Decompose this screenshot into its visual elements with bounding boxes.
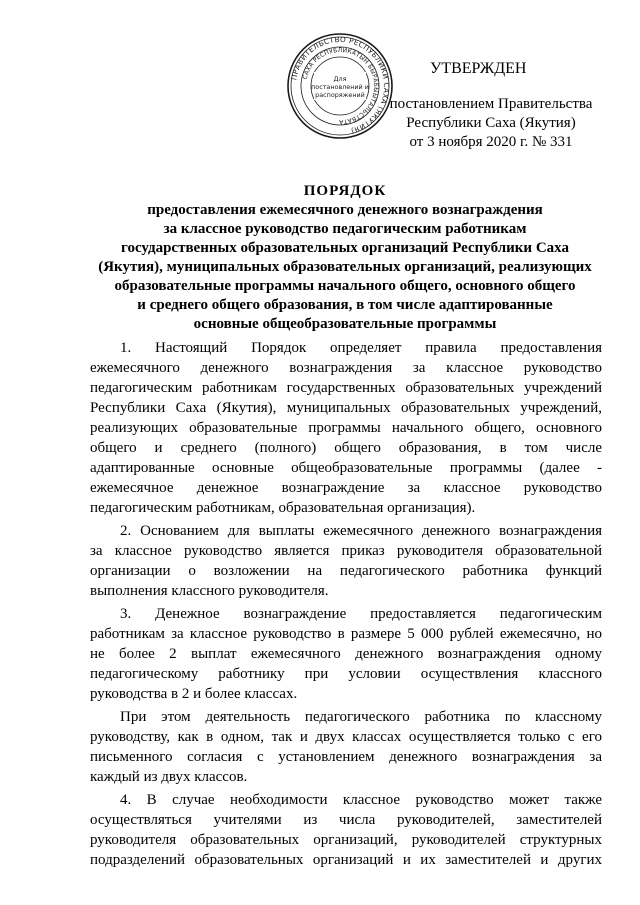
text-line: руководства в 2 и более классах. [90, 686, 298, 702]
text-line: 4. В случае необходимости классное руководство может также [120, 792, 602, 808]
text-line: ежемесячного денежного вознаграждения за классное руководство [90, 360, 602, 376]
title-main: ПОРЯДОК [303, 183, 387, 199]
decree-line: постановлением Правительства [389, 96, 593, 112]
seal-center-line1: Для [333, 75, 347, 83]
seal-center-line2: постановлений и [311, 83, 369, 91]
paragraph-1 [90, 338, 602, 518]
title-line: и среднего общего образования, в том числе адаптированные [137, 297, 553, 313]
text-line: за классное руководство является приказ руководителя образовательной [90, 543, 602, 559]
text-line: педагогическим работникам, образовательная организация). [90, 500, 476, 516]
text-line: общего и среднего (полного) общего образования, в том числе [90, 440, 602, 456]
text-line: реализующих образовательные программы начального общего, основного [90, 420, 602, 436]
document-body [90, 338, 602, 870]
title-line: образовательные программы начального общего, основного общего [114, 278, 576, 294]
text-line: При этом деятельность педагогического работника по классному [120, 709, 602, 725]
document-title [95, 182, 595, 334]
seal-outer-text: ПРАВИТЕЛЬСТВО РЕСПУБЛИКИ САХА (ЯКУТИЯ) [289, 34, 392, 136]
decree-line: Республики Саха (Якутия) [406, 115, 576, 131]
text-line: не более 2 выплат ежемесячного денежного вознаграждения одному [90, 646, 602, 662]
paragraph-2 [90, 521, 602, 601]
title-line: основные общеобразовательные программы [193, 316, 497, 332]
official-seal-icon [286, 32, 394, 140]
decree-reference [380, 95, 602, 152]
title-line: государственных образовательных организаций Республики Саха [121, 240, 569, 256]
text-line: Республики Саха (Якутия), муниципальных образовательных учреждений, [90, 400, 602, 416]
seal-center-line3: распоряжений [315, 91, 365, 99]
text-line: осуществляться учителями из числа руководителей, заместителей [90, 812, 602, 828]
text-line: подразделений образовательных организаций и их заместителей и других [90, 852, 602, 868]
text-line: руководителя образовательных организаций, руководителей структурных [90, 832, 602, 848]
paragraph-3 [90, 604, 602, 704]
text-line: педагогическому работнику при условии осуществления классного [90, 666, 602, 682]
text-line: выполнения классного руководителя. [90, 583, 329, 599]
approved-label: УТВЕРЖДЕН [430, 60, 527, 77]
seal-inner-text: САХА РЕСПУБЛИКАТЫН БЫРАБЫЫТАЛЬСТВАТА [301, 46, 380, 126]
text-line: ежемесячное денежное вознаграждение за классное руководство [90, 480, 602, 496]
text-line: 1. Настоящий Порядок определяет правила предоставления [120, 340, 602, 356]
text-line: 3. Денежное вознаграждение предоставляется педагогическим [120, 606, 602, 622]
text-line: каждый из двух классов. [90, 769, 248, 785]
text-line: 2. Основанием для выплаты ежемесячного денежного вознаграждения [120, 523, 602, 539]
text-line: руководству, как в одном, так и двух классах осуществляется только с его [90, 729, 602, 745]
paragraph-4 [90, 790, 602, 870]
title-line: за классное руководство педагогическим работникам [163, 221, 527, 237]
text-line: адаптированные основные общеобразовательные программы (далее - [90, 460, 602, 476]
title-line: (Якутия), муниципальных образовательных организаций, реализующих [98, 259, 592, 275]
decree-line: от 3 ноября 2020 г. № 331 [409, 134, 573, 150]
title-line: предоставления ежемесячного денежного вознаграждения [147, 202, 543, 218]
text-line: педагогическим работникам государственных образовательных учреждений [90, 380, 602, 396]
paragraph-3-note [90, 707, 602, 787]
text-line: организации о возложении на педагогического работника функций [90, 563, 602, 579]
text-line: письменного согласия с установлением денежного вознаграждения за [90, 749, 602, 765]
text-line: работникам за классное руководство в размере 5 000 рублей ежемесячно, но [90, 626, 602, 642]
